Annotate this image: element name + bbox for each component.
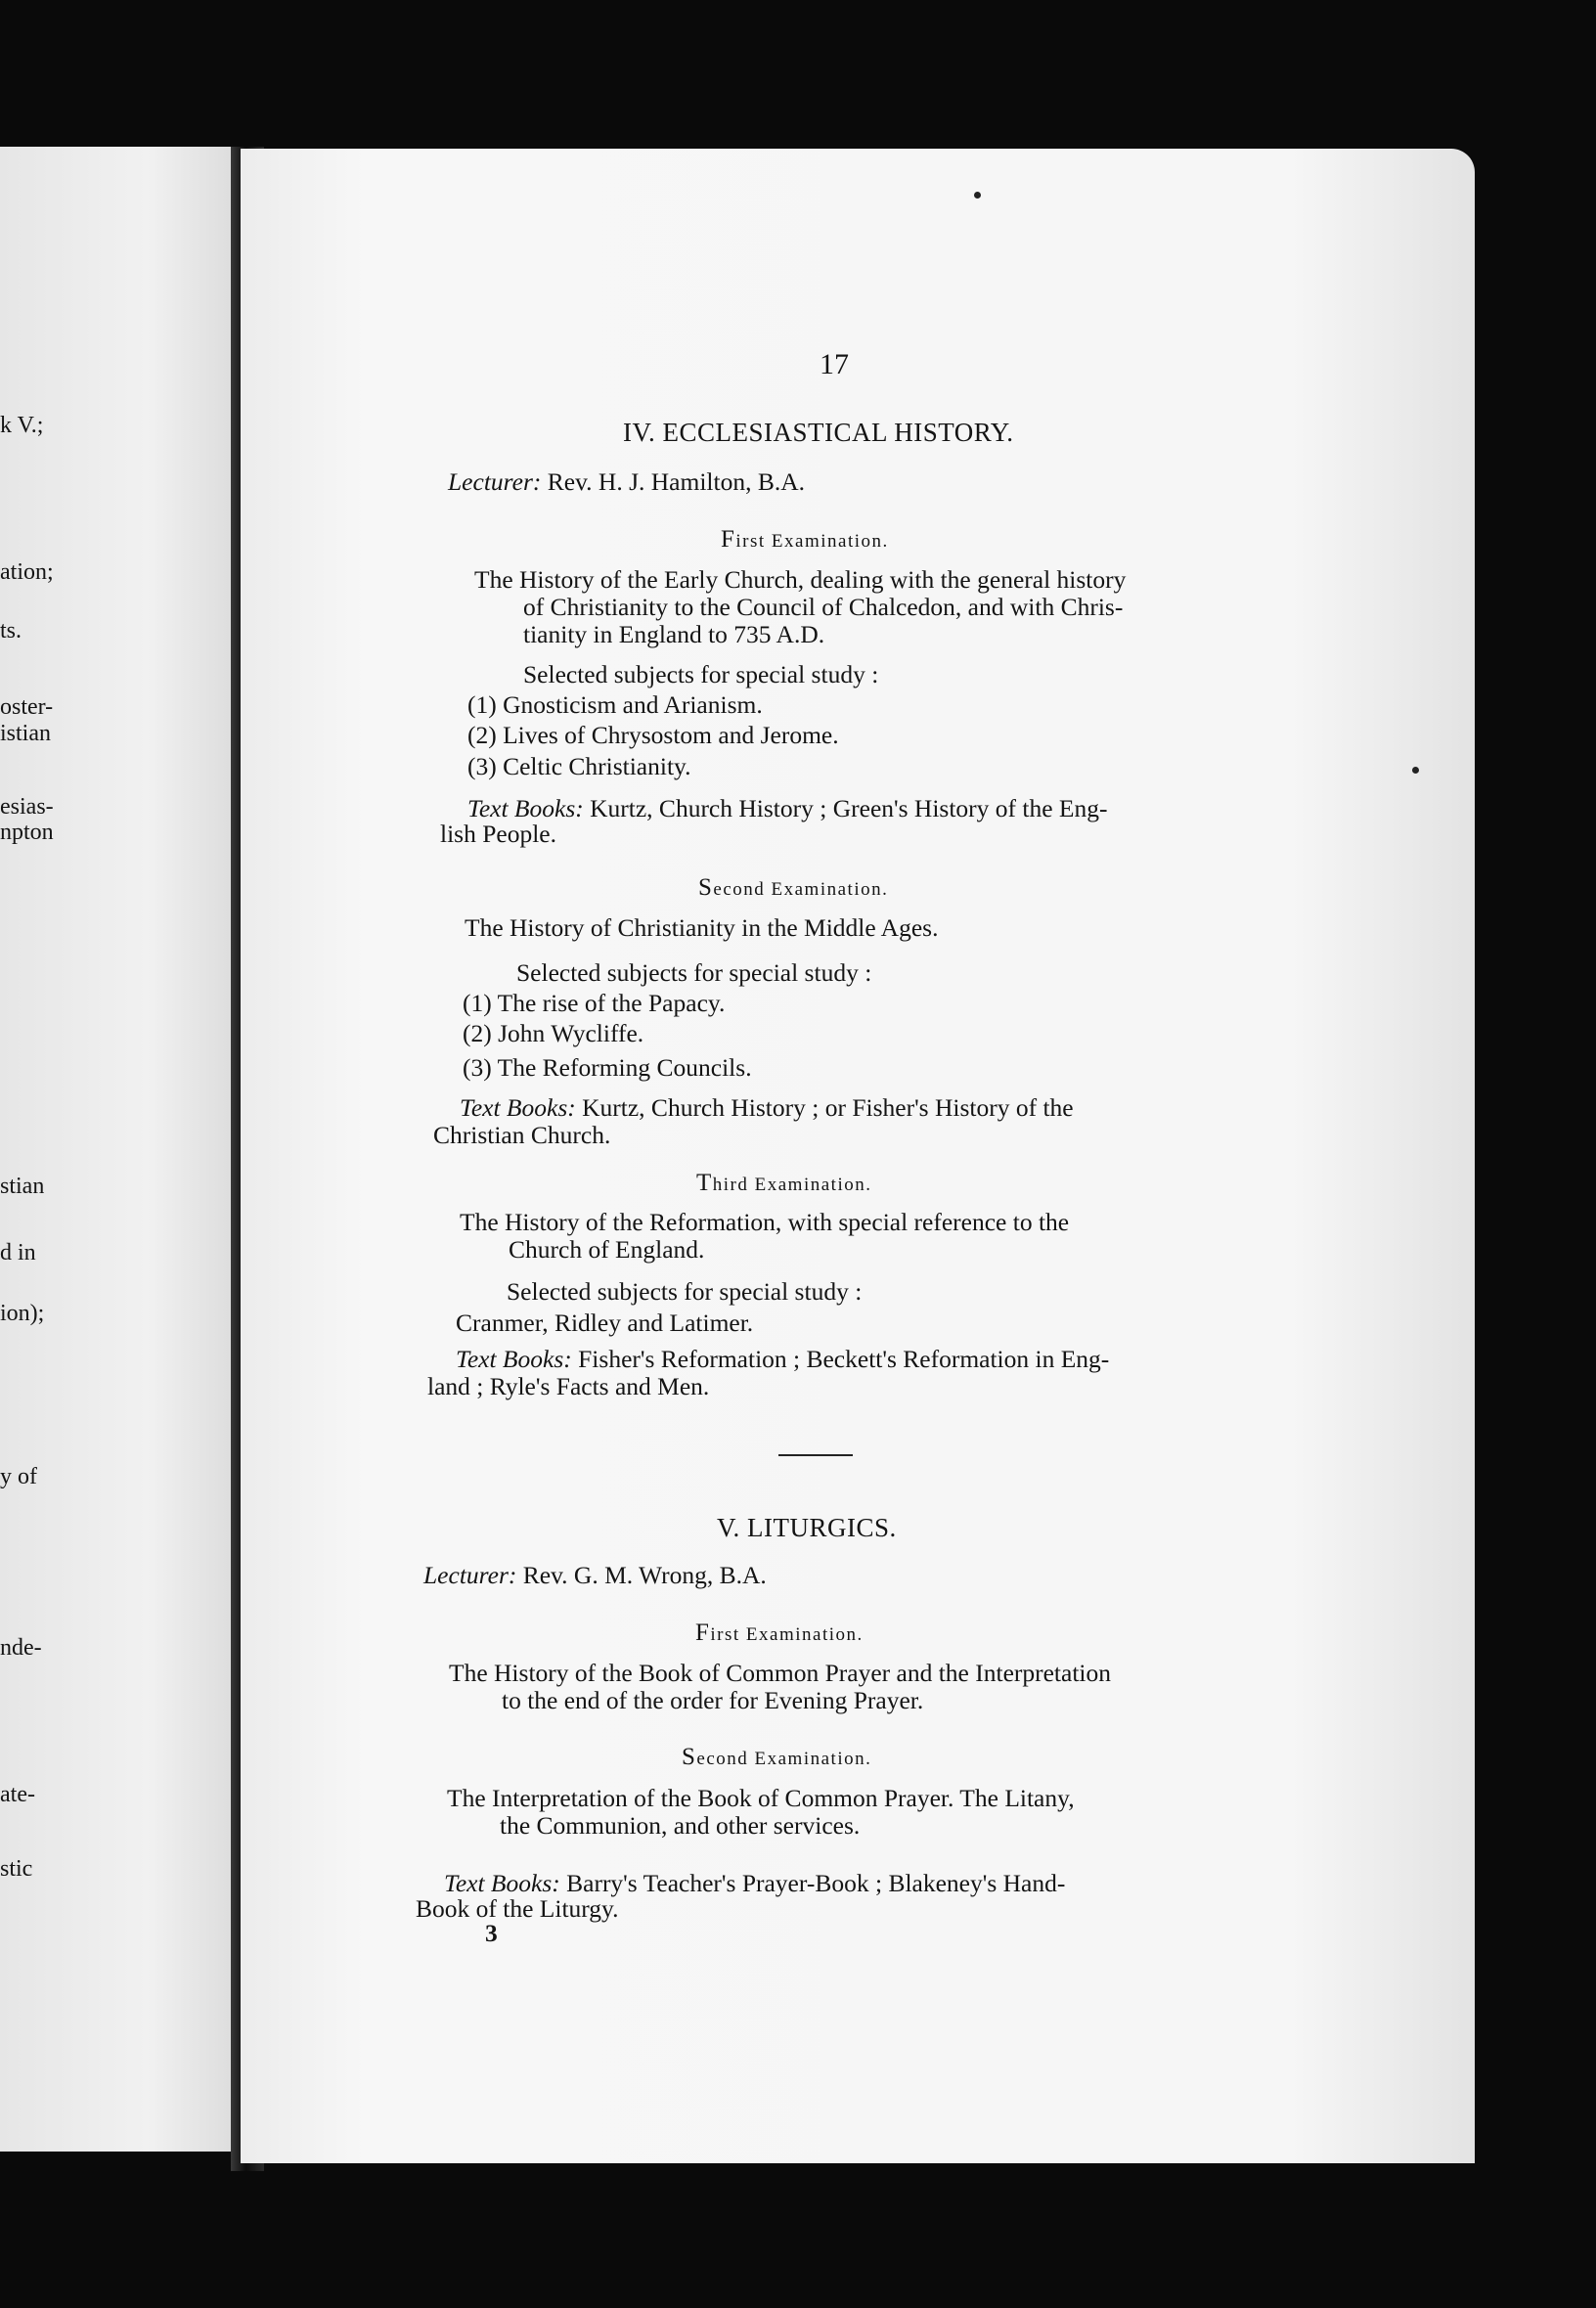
text-books-label: Text Books: [444, 1869, 560, 1897]
body-line: lish People. [440, 820, 556, 848]
subject-item: (3) The Reforming Councils. [463, 1053, 752, 1082]
facing-page [0, 147, 246, 2152]
facing-page-fragment: ate- [0, 1782, 35, 1807]
body-line: The History of the Reformation, with special reference to the [460, 1208, 1070, 1236]
subject-item: Cranmer, Ridley and Latimer. [456, 1309, 754, 1337]
selected-intro: Selected subjects for special study : [523, 660, 879, 688]
body-line: of Christianity to the Council of Chalcedon, and with Chris- [523, 593, 1124, 621]
body-line: Christian Church. [433, 1121, 611, 1149]
subject-item: (2) Lives of Chrysostom and Jerome. [467, 721, 839, 749]
exam-heading: First Examination. [695, 1620, 864, 1646]
lecturer-name: Rev. H. J. Hamilton, B.A. [547, 467, 806, 496]
subject-item: (3) Celtic Christianity. [467, 752, 691, 780]
lecturer-line [423, 1561, 767, 1590]
facing-page-fragment: npton [0, 820, 54, 845]
exam-heading: First Examination. [721, 526, 889, 553]
ink-speck [1412, 767, 1419, 774]
body-line: Book of the Liturgy. [416, 1894, 619, 1923]
facing-page-fragment: y of [0, 1464, 37, 1489]
text-books-value: Kurtz, Church History ; or Fisher's History of the [582, 1093, 1074, 1122]
text-books-line [467, 794, 1108, 823]
facing-page-fragment: k V.; [0, 413, 44, 438]
text-books-line [460, 1093, 1074, 1123]
body-line: tianity in England to 735 A.D. [523, 620, 825, 648]
body-line: The History of the Book of Common Prayer and the Interpretation [449, 1659, 1112, 1687]
text-books-value: Fisher's Reformation ; Beckett's Reformation in Eng- [578, 1345, 1110, 1373]
signature-mark: 3 [485, 1919, 498, 1947]
facing-page-fragment: esias- [0, 794, 54, 820]
exam-heading: Second Examination. [698, 874, 889, 901]
lecturer-name: Rev. G. M. Wrong, B.A. [522, 1561, 767, 1589]
facing-page-fragment: ation; [0, 559, 54, 585]
facing-page-fragment: ts. [0, 618, 22, 644]
lecturer-line [448, 467, 805, 497]
selected-intro: Selected subjects for special study : [507, 1277, 863, 1306]
text-books-label: Text Books: [460, 1093, 576, 1122]
body-line: Church of England. [509, 1235, 705, 1264]
body-line: to the end of the order for Evening Prayer. [502, 1686, 924, 1714]
facing-page-fragment: d in [0, 1240, 36, 1265]
text-books-label: Text Books: [467, 794, 584, 822]
section-divider [778, 1454, 853, 1456]
body-line: land ; Ryle's Facts and Men. [427, 1372, 710, 1400]
body-line: The History of Christianity in the Middle Ages. [465, 913, 939, 942]
subject-item: (1) The rise of the Papacy. [463, 989, 726, 1017]
page [241, 149, 1475, 2163]
body-line: the Communion, and other services. [500, 1811, 861, 1840]
lecturer-label: Lecturer: [448, 467, 542, 496]
text-books-value: Kurtz, Church History ; Green's History of the Eng- [590, 794, 1108, 822]
facing-page-fragment: ion); [0, 1301, 45, 1326]
subject-item: (2) John Wycliffe. [463, 1019, 644, 1047]
facing-page-fragment: nde- [0, 1635, 42, 1661]
subject-item: (1) Gnosticism and Arianism. [467, 690, 763, 719]
text-books-label: Text Books: [456, 1345, 572, 1373]
facing-page-fragment: istian [0, 721, 51, 746]
selected-intro: Selected subjects for special study : [516, 958, 872, 987]
facing-page-fragment: oster- [0, 694, 54, 720]
text-books-value: Barry's Teacher's Prayer-Book ; Blakeney's Hand- [566, 1869, 1066, 1897]
section-title: V. LITURGICS. [717, 1513, 897, 1542]
facing-page-fragment: stic [0, 1856, 33, 1882]
page-number: 17 [820, 348, 849, 380]
ink-speck [974, 192, 981, 199]
text-books-line [456, 1345, 1109, 1374]
facing-page-fragment: stian [0, 1174, 45, 1199]
body-line: The History of the Early Church, dealing with the general history [474, 565, 1127, 594]
lecturer-label: Lecturer: [423, 1561, 517, 1589]
exam-heading: Third Examination. [696, 1170, 872, 1196]
exam-heading: Second Examination. [682, 1744, 872, 1770]
section-title: IV. ECCLESIASTICAL HISTORY. [623, 418, 1014, 447]
body-line: The Interpretation of the Book of Common Prayer. The Litany, [447, 1784, 1075, 1812]
